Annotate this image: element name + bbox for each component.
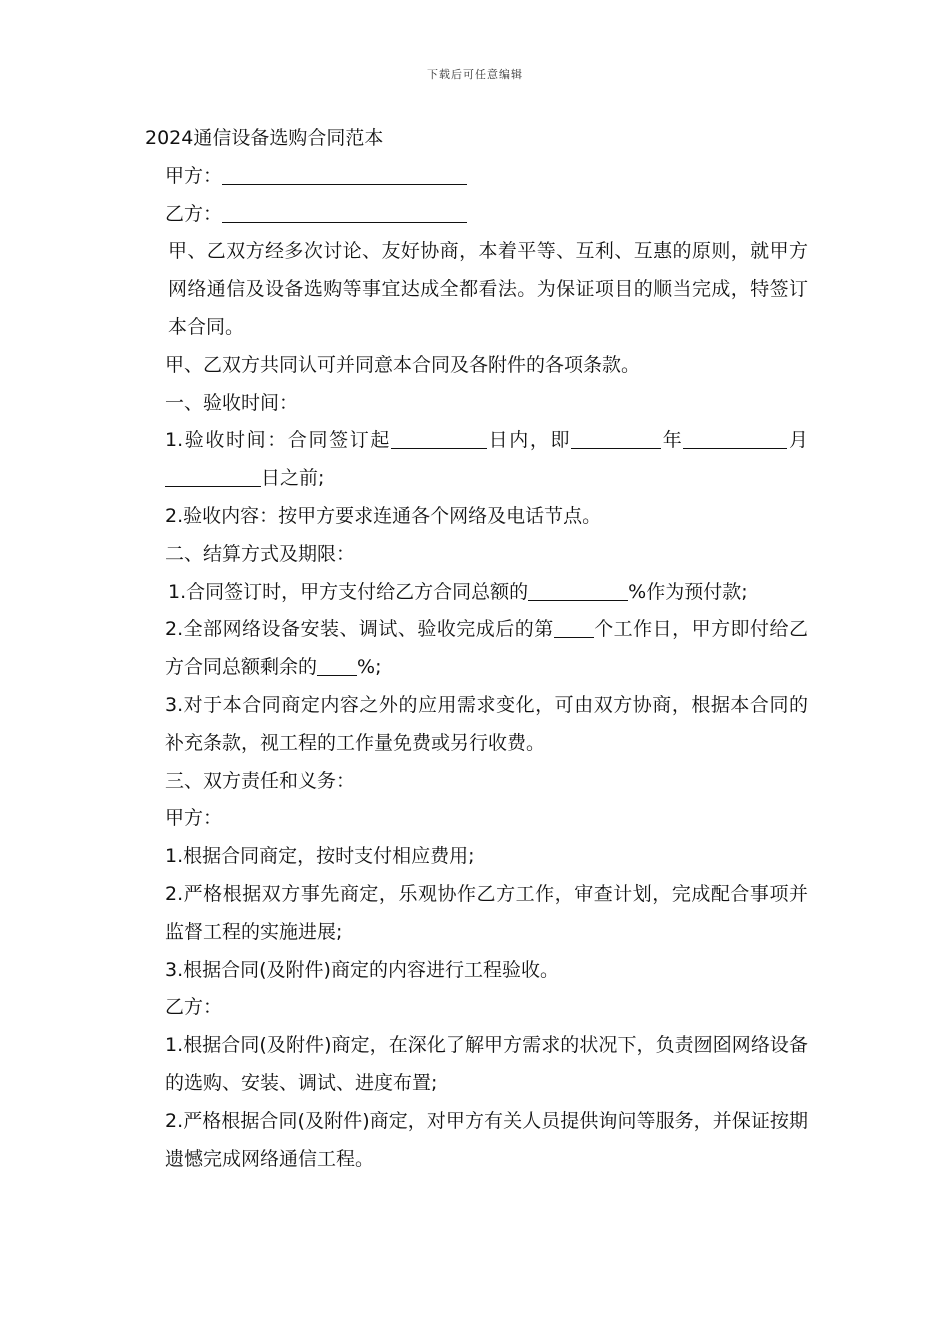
party-b-label: 乙方：	[165, 202, 223, 225]
s1-1-text-b: 日内，即	[486, 429, 572, 452]
s2-2-text-b: 个工作日，甲方即付给乙方合同总额剩余的	[165, 618, 808, 679]
s1-1-text-a: 1.验收时间：合同签订起	[165, 429, 391, 452]
party-a-duties-label: 甲方：	[165, 807, 223, 830]
s1-1-text-c: 年	[661, 429, 684, 452]
s2-1-text-b: %作为预付款;	[628, 580, 748, 603]
s1-1-text-d: 月	[787, 429, 808, 452]
party-a-blank	[222, 162, 467, 185]
section-1-item-1	[145, 422, 808, 498]
section-1-item-2: 2.验收内容：按甲方要求连通各个网络及电话节点。	[165, 504, 602, 527]
party-a-duty-3: 3.根据合同(及附件)商定的内容进行工程验收。	[165, 958, 559, 981]
day-blank	[165, 464, 261, 487]
s1-1-text-e: 日之前;	[261, 467, 325, 490]
party-a-line	[145, 158, 808, 196]
year-blank	[571, 426, 661, 449]
section-2-item-2	[145, 611, 808, 687]
remain-percent-blank	[317, 653, 357, 676]
party-b-duty-2: 2.严格根据合同(及附件)商定，对甲方有关人员提供询问等服务，并保证按期遗憾完成网络通信工程。	[165, 1109, 808, 1170]
days-blank	[391, 426, 487, 449]
party-a-label: 甲方：	[165, 164, 223, 187]
party-a-duty-2: 2.严格根据双方事先商定，乐观协作乙方工作，审查计划，完成配合事项并监督工程的实施进展;	[165, 882, 808, 943]
s2-1-text-a: 1.合同签订时，甲方支付给乙方合同总额的	[168, 580, 529, 603]
party-b-line	[145, 196, 808, 234]
section-1-title: 一、验收时间：	[165, 391, 299, 414]
party-b-duties-label: 乙方：	[165, 996, 223, 1019]
prepay-percent-blank	[528, 578, 628, 601]
section-2-item-3: 3.对于本合同商定内容之外的应用需求变化，可由双方协商，根据本合同的补充条款，视工程的工作量免费或另行收费。	[165, 693, 808, 754]
party-a-duty-1: 1.根据合同商定，按时支付相应费用;	[165, 845, 475, 868]
party-b-blank	[222, 200, 467, 223]
section-2-title: 二、结算方式及期限：	[165, 542, 356, 565]
workday-blank	[554, 615, 594, 638]
s2-2-text-c: %;	[357, 656, 382, 679]
section-2-item-1	[145, 574, 808, 612]
agree-paragraph: 甲、乙双方共同认可并同意本合同及各附件的各项条款。	[165, 353, 641, 376]
month-blank-a	[683, 426, 773, 449]
month-blank-b	[773, 426, 787, 449]
s2-2-text-a: 2.全部网络设备安装、调试、验收完成后的第	[165, 618, 554, 641]
document-body	[145, 120, 808, 1178]
page-header: 下载后可任意编辑	[427, 68, 523, 81]
section-3-title: 三、双方责任和义务：	[165, 769, 356, 792]
party-b-duty-1: 1.根据合同(及附件)商定，在深化了解甲方需求的状况下，负责囫囵网络设备的选购、安装、调试、进度布置;	[165, 1034, 808, 1094]
document-title: 2024通信设备选购合同范本	[145, 127, 384, 149]
intro-paragraph: 甲、乙双方经多次讨论、友好协商，本着平等、互利、互惠的原则，就甲方网络通信及设备选购等事宜达成全都看法。为保证项目的顺当完成，特签订本合同。	[168, 240, 808, 338]
